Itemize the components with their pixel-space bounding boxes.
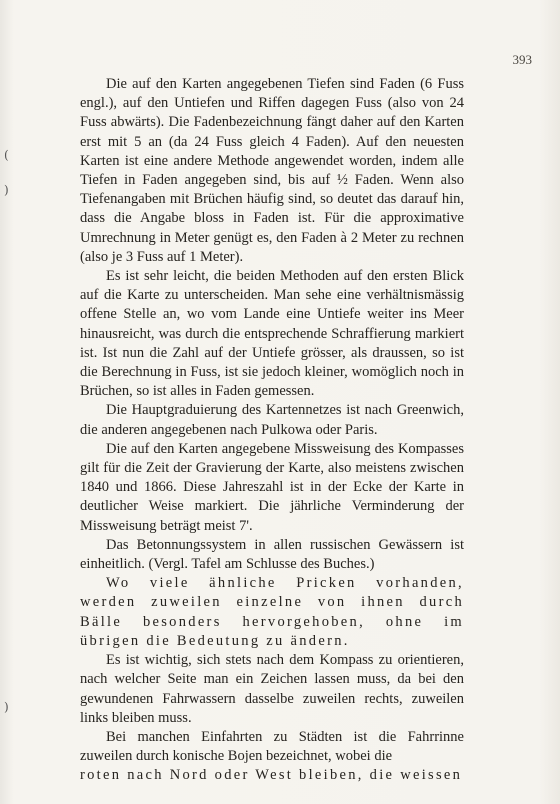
paragraph-pricken: Wo viele ähnliche Pricken vorhanden, werden zuweilen einzelne von ihnen durch Bälle besonders hervorgehoben, ohne im übrigen die Bedeutung zu ändern. bbox=[80, 575, 464, 649]
body-text bbox=[80, 75, 464, 786]
paragraph-depth-units: Die auf den Karten angegebenen Tiefen sind Faden (6 Fuss engl.), auf den Untiefen und Riffen dagegen Fuss (also von 24 Fuss abwärts). Die Fadenbezeichnung fängt daher auf den Karten erst mit 5 an (da 24 Fuss gleich 4 Faden). Auf den neuesten Karten ist eine andere Methode angewendet worden, indem alle Tiefen in Faden angegeben sind, bis auf ½ Faden. Wenn also Tiefenangaben mit Brüchen häufig sind, so deutet das darauf hin, dass die Angabe bloss in Faden ist. Für die approximative Umrechnung in Meter genügt es, den Faden à 2 Meter zu rechnen (also je 3 Fuss auf 1 Meter). bbox=[80, 76, 464, 265]
margin-mark: ) bbox=[4, 700, 9, 714]
paragraph-conical-buoys: Bei manchen Einfahrten zu Städten ist die Fahrrinne zuweilen durch konische Bojen bezeichnet, wobei die bbox=[80, 728, 464, 765]
paragraph-buoyage-system: Das Betonnungssystem in allen russischen Gewässern ist einheitlich. (Vergl. Tafel am Schlusse des Buches.) bbox=[80, 536, 464, 573]
page-number: 393 bbox=[512, 52, 532, 67]
paragraph-graduation: Die Hauptgraduierung des Kartennetzes ist nach Greenwich, die anderen angegebenen nach Pulkowa oder Paris. bbox=[80, 402, 464, 438]
paragraph-distinguish-methods: Es ist sehr leicht, die beiden Methoden auf den ersten Blick auf die Karte zu unterscheiden. Man sehe eine verhältnismässig offene Stelle an, wo vom Lande eine Untiefe weiter ins Meer hinausreicht, was durch die entsprechende Schraffierung markiert ist. Ist nun die Zahl auf der Untiefe grösser, als draussen, so ist die Berechnung in Fuss, ist sie jedoch kleiner, womöglich noch in Brüchen, so ist alles in Faden gemessen. bbox=[80, 268, 464, 400]
paragraph-compass-deviation: Die auf den Karten angegebene Missweisung des Kompasses gilt für die Zeit der Gravierung der Karte, also meistens zwischen 1840 und 1866. Diese Jahreszahl ist in der Ecke der Karte in deutlicher Weise markiert. Die jährliche Verminderung der Missweisung beträgt meist 7'. bbox=[80, 440, 464, 534]
margin-mark: ) bbox=[4, 183, 9, 197]
paragraph-compass-orientation: Es ist wichtig, sich stets nach dem Kompass zu orientieren, nach welcher Seite man ein Zeichen lassen muss, da bei den gewundenen Fahrwassern dasselbe zuweilen rechts, zuweilen links bleiben muss. bbox=[80, 652, 464, 726]
paragraph-buoys-continued: roten nach Nord oder West bleiben, die weissen bbox=[80, 767, 463, 784]
margin-mark: ( bbox=[4, 148, 9, 162]
